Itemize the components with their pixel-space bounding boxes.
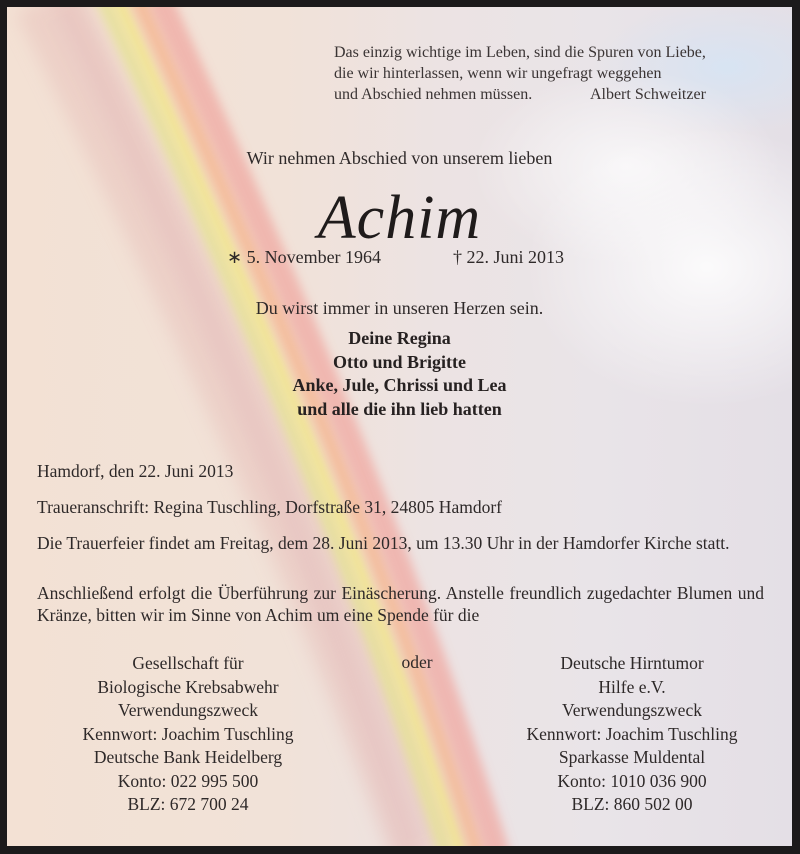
- or-separator: oder: [401, 652, 433, 672]
- charity-line: Hilfe e.V.: [598, 676, 666, 697]
- mourner-line: und alle die ihn lieb hatten: [297, 398, 502, 419]
- quote-line: die wir hinterlassen, wenn wir ungefragt weggehen: [334, 65, 662, 82]
- charity-line: Verwendungszweck: [562, 700, 702, 720]
- charity-line: Gesellschaft für: [132, 653, 244, 673]
- mourning-address: Traueranschrift: Regina Tuschling, Dorfstraße 31, 24805 Hamdorf: [37, 497, 502, 517]
- charity-line: BLZ: 672 700 24: [127, 794, 249, 814]
- charity-line: Biologische Krebsabwehr: [97, 676, 279, 697]
- charity-line: Deutsche Hirntumor: [560, 653, 704, 673]
- quote-author: Albert Schweitzer: [589, 86, 706, 103]
- mourner-line: Otto und Brigitte: [333, 351, 466, 372]
- birth-date: ∗ 5. November 1964: [227, 247, 382, 267]
- place-date: Hamdorf, den 22. Juni 2013: [37, 461, 234, 481]
- obituary-notice: [7, 7, 792, 846]
- mourner-line: Anke, Jule, Chrissi und Lea: [292, 375, 507, 395]
- charity-right: [487, 652, 777, 817]
- charity-line: Kennwort: Joachim Tuschling: [82, 723, 294, 744]
- charity-left: [43, 652, 333, 817]
- donation-request: Anschließend erfolgt die Überführung zur Einäscherung. Anstelle freundlich zugedachter Blumen und Kränze, bitten wir im Sinne von Achim um eine Spende für die: [37, 583, 764, 625]
- intro-line: Wir nehmen Abschied von unserem lieben: [246, 148, 553, 168]
- charity-line: Verwendungszweck: [118, 700, 258, 720]
- mourners-list: [7, 327, 792, 421]
- quote-line: und Abschied nehmen müssen.: [334, 86, 533, 103]
- death-date: † 22. Juni 2013: [453, 247, 565, 267]
- quote-block: [334, 42, 706, 105]
- charity-line: Konto: 1010 036 900: [557, 770, 707, 791]
- charity-line: Sparkasse Muldental: [558, 747, 706, 767]
- farewell-line: Du wirst immer in unseren Herzen sein.: [255, 298, 544, 318]
- funeral-ceremony-info: Die Trauerfeier findet am Freitag, dem 28. Juni 2013, um 13.30 Uhr in der Hamdorfer Kirche statt.: [37, 533, 730, 553]
- quote-line: Das einzig wichtige im Leben, sind die Spuren von Liebe,: [334, 44, 706, 61]
- charity-line: Kennwort: Joachim Tuschling: [526, 723, 738, 744]
- charity-line: BLZ: 860 502 00: [571, 794, 693, 814]
- charity-line: Deutsche Bank Heidelberg: [93, 747, 283, 767]
- charity-line: Konto: 022 995 500: [117, 770, 259, 791]
- deceased-name: Achim: [317, 184, 482, 252]
- mourner-line: Deine Regina: [348, 328, 451, 348]
